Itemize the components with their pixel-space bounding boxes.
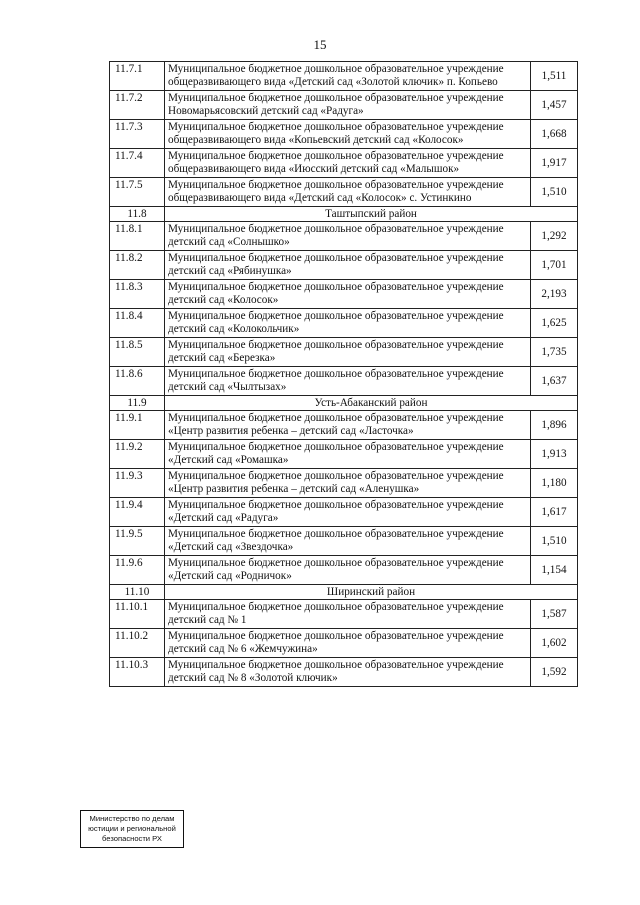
coefficient-value: 1,511: [531, 62, 578, 91]
table-row: [110, 149, 578, 178]
district-name: Ширинский район: [165, 585, 578, 600]
row-number: 11.7.5: [110, 178, 165, 207]
institution-name: Муниципальное бюджетное дошкольное образовательное учреждение «Детский сад «Звездочка»: [165, 527, 531, 556]
coefficient-value: 1,457: [531, 91, 578, 120]
institution-name: Муниципальное бюджетное дошкольное образовательное учреждение общеразвивающего вида «Детский сад «Золотой ключик» п. Копьево: [165, 62, 531, 91]
row-number: 11.9.1: [110, 411, 165, 440]
table-row: [110, 120, 578, 149]
table-row: [110, 469, 578, 498]
coefficient-value: 1,735: [531, 338, 578, 367]
institution-name: Муниципальное бюджетное дошкольное образовательное учреждение детский сад «Березка»: [165, 338, 531, 367]
institution-name: Муниципальное бюджетное дошкольное образовательное учреждение детский сад № 8 «Золотой ключик»: [165, 658, 531, 687]
district-header-row: [110, 396, 578, 411]
institution-name: Муниципальное бюджетное дошкольное образовательное учреждение детский сад «Колокольчик»: [165, 309, 531, 338]
coefficient-value: 1,896: [531, 411, 578, 440]
row-number: 11.10.2: [110, 629, 165, 658]
table-row: [110, 440, 578, 469]
coefficient-value: 1,913: [531, 440, 578, 469]
row-number: 11.8.5: [110, 338, 165, 367]
coefficient-value: 1,917: [531, 149, 578, 178]
table-row: [110, 309, 578, 338]
coefficient-value: 1,592: [531, 658, 578, 687]
row-number: 11.10.1: [110, 600, 165, 629]
coefficient-value: 1,292: [531, 222, 578, 251]
coefficient-value: 1,617: [531, 498, 578, 527]
institutions-table: [109, 61, 578, 687]
coefficient-value: 1,668: [531, 120, 578, 149]
row-number: 11.8.4: [110, 309, 165, 338]
row-number: 11.7.4: [110, 149, 165, 178]
institutions-table-body: [110, 62, 578, 687]
row-number: 11.7.3: [110, 120, 165, 149]
institution-name: Муниципальное бюджетное дошкольное образовательное учреждение детский сад «Солнышко»: [165, 222, 531, 251]
table-row: [110, 629, 578, 658]
institution-name: Муниципальное бюджетное дошкольное образовательное учреждение «Центр развития ребенка – детский сад «Ласточка»: [165, 411, 531, 440]
institution-name: Муниципальное бюджетное дошкольное образовательное учреждение общеразвивающего вида «Детский сад «Колосок» с. Устинкино: [165, 178, 531, 207]
row-number: 11.9.6: [110, 556, 165, 585]
row-number: 11.7.1: [110, 62, 165, 91]
table-row: [110, 600, 578, 629]
institution-name: Муниципальное бюджетное дошкольное образовательное учреждение детский сад «Рябинушка»: [165, 251, 531, 280]
table-row: [110, 411, 578, 440]
institution-name: Муниципальное бюджетное дошкольное образовательное учреждение «Детский сад «Ромашка»: [165, 440, 531, 469]
row-number: 11.8.1: [110, 222, 165, 251]
institution-name: Муниципальное бюджетное дошкольное образовательное учреждение «Центр развития ребенка – детский сад «Аленушка»: [165, 469, 531, 498]
district-number: 11.9: [110, 396, 165, 411]
table-row: [110, 498, 578, 527]
table-row: [110, 251, 578, 280]
district-name: Усть-Абаканский район: [165, 396, 578, 411]
institution-name: Муниципальное бюджетное дошкольное образовательное учреждение «Детский сад «Радуга»: [165, 498, 531, 527]
district-header-row: [110, 207, 578, 222]
coefficient-value: 1,637: [531, 367, 578, 396]
table-row: [110, 62, 578, 91]
row-number: 11.9.2: [110, 440, 165, 469]
stamp-line-1: Министерство по делам: [89, 814, 175, 823]
district-number: 11.8: [110, 207, 165, 222]
institution-name: Муниципальное бюджетное дошкольное образовательное учреждение детский сад № 6 «Жемчужина»: [165, 629, 531, 658]
coefficient-value: 1,510: [531, 527, 578, 556]
row-number: 11.9.4: [110, 498, 165, 527]
coefficient-value: 1,587: [531, 600, 578, 629]
coefficient-value: 1,154: [531, 556, 578, 585]
row-number: 11.7.2: [110, 91, 165, 120]
table-row: [110, 658, 578, 687]
row-number: 11.9.3: [110, 469, 165, 498]
coefficient-value: 1,602: [531, 629, 578, 658]
table-row: [110, 222, 578, 251]
coefficient-value: 1,625: [531, 309, 578, 338]
coefficient-value: 1,510: [531, 178, 578, 207]
row-number: 11.8.2: [110, 251, 165, 280]
institution-name: Муниципальное бюджетное дошкольное образовательное учреждение детский сад «Чылтызах»: [165, 367, 531, 396]
institution-name: Муниципальное бюджетное дошкольное образовательное учреждение «Детский сад «Родничок»: [165, 556, 531, 585]
institution-name: Муниципальное бюджетное дошкольное образовательное учреждение детский сад «Колосок»: [165, 280, 531, 309]
row-number: 11.8.6: [110, 367, 165, 396]
table-row: [110, 556, 578, 585]
table-row: [110, 91, 578, 120]
ministry-stamp: [80, 810, 184, 848]
institution-name: Муниципальное бюджетное дошкольное образовательное учреждение общеразвивающего вида «Копьевский детский сад «Колосок»: [165, 120, 531, 149]
institution-name: Муниципальное бюджетное дошкольное образовательное учреждение детский сад № 1: [165, 600, 531, 629]
row-number: 11.10.3: [110, 658, 165, 687]
coefficient-value: 2,193: [531, 280, 578, 309]
district-number: 11.10: [110, 585, 165, 600]
page-number: 15: [313, 37, 327, 52]
table-row: [110, 280, 578, 309]
stamp-line-3: безопасности РХ: [102, 834, 162, 843]
coefficient-value: 1,701: [531, 251, 578, 280]
table-row: [110, 527, 578, 556]
institution-name: Муниципальное бюджетное дошкольное образовательное учреждение общеразвивающего вида «Июсский детский сад «Малышок»: [165, 149, 531, 178]
institution-name: Муниципальное бюджетное дошкольное образовательное учреждение Новомарьясовский детский сад «Радуга»: [165, 91, 531, 120]
table-row: [110, 338, 578, 367]
table-row: [110, 367, 578, 396]
district-name: Таштыпский район: [165, 207, 578, 222]
coefficient-value: 1,180: [531, 469, 578, 498]
stamp-line-2: юстиции и региональной: [88, 824, 176, 833]
row-number: 11.9.5: [110, 527, 165, 556]
district-header-row: [110, 585, 578, 600]
row-number: 11.8.3: [110, 280, 165, 309]
table-row: [110, 178, 578, 207]
